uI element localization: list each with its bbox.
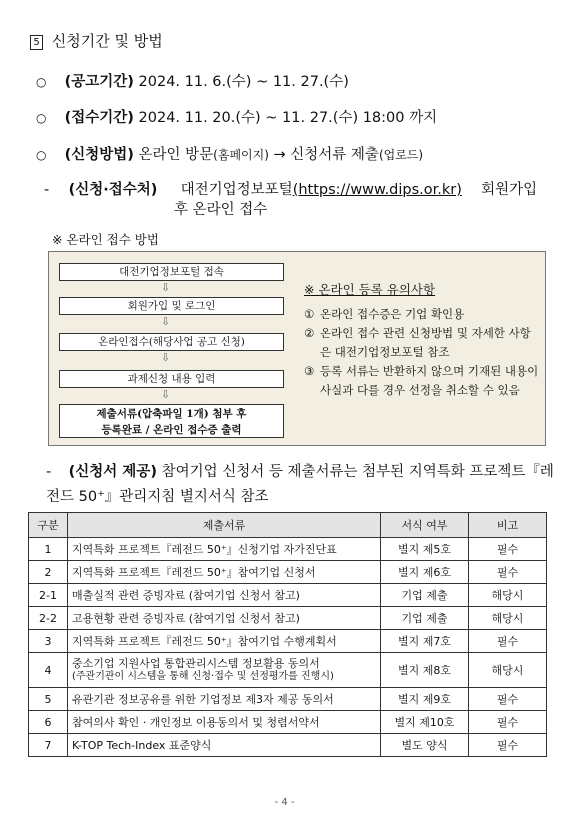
- table-row: [29, 607, 547, 630]
- table-row: [29, 734, 547, 757]
- section-heading: [30, 30, 163, 51]
- row-form: 별지 제9호: [381, 688, 469, 711]
- table-row: [29, 711, 547, 734]
- method-box: [48, 251, 546, 446]
- row-doc: 지역특화 프로젝트『레전드 50⁺』신청기업 자가진단표: [68, 538, 381, 561]
- submission-label: (신청서 제공): [68, 464, 157, 480]
- arrow-down-icon: ⇩: [161, 281, 171, 294]
- row-form: 별지 제8호: [381, 653, 469, 688]
- row-note: 해당시: [469, 584, 547, 607]
- header-category: 구분: [29, 513, 68, 538]
- row-no: 6: [29, 711, 68, 734]
- method-title: ※ 온라인 접수 방법: [52, 232, 159, 247]
- row-doc: 중소기업 지원사업 통합관리시스템 정보활용 동의서: [72, 657, 320, 670]
- row-doc: 참여의사 확인 · 개인정보 이용동의서 및 청렴서약서: [68, 711, 381, 734]
- bullet-application-method: [36, 143, 423, 164]
- bullet-marker: ○: [36, 148, 47, 162]
- row-form: 별지 제10호: [381, 711, 469, 734]
- agency-marker: -: [44, 182, 50, 198]
- row-doc: 고용현황 관련 증빙자료 (참여기업 신청서 참고): [68, 607, 381, 630]
- agency-text: 대전기업정보포털: [180, 182, 293, 198]
- row-note: 해당시: [469, 653, 547, 688]
- table-row: [29, 630, 547, 653]
- arrow-down-icon: ⇩: [161, 388, 171, 401]
- agency-item: [44, 180, 559, 220]
- table-row: [29, 584, 547, 607]
- bullet-announcement-period: [36, 70, 349, 91]
- page-number: - 4 -: [274, 797, 295, 808]
- table-row: [29, 688, 547, 711]
- header-documents: 제출서류: [68, 513, 381, 538]
- row-no: 5: [29, 688, 68, 711]
- step-3: 온라인접수(해당사업 공고 신청): [59, 333, 284, 351]
- table-row: [29, 538, 547, 561]
- submission-marker: -: [46, 464, 52, 480]
- section-title: 신청기간 및 방법: [51, 32, 163, 50]
- bullet-label: (접수기간): [64, 110, 134, 126]
- bullet-text-small-2: (업로드): [378, 148, 424, 162]
- row-doc-cell: [68, 653, 381, 688]
- row-form: 기업 제출: [381, 584, 469, 607]
- bullet-marker: ○: [36, 75, 47, 89]
- row-no: 4: [29, 653, 68, 688]
- bullet-label: (신청방법): [64, 147, 134, 163]
- bullet-text-2: → 신청서류 제출: [268, 147, 379, 163]
- row-note: 필수: [469, 561, 547, 584]
- notice-text: 온라인 접수 관련 신청방법 및 자세한 사항은 대전기업정보포털 참조: [320, 326, 531, 359]
- row-note: 필수: [469, 734, 547, 757]
- notice-item: [304, 324, 540, 362]
- bullet-text: 2024. 11. 6.(수) ~ 11. 27.(수): [138, 74, 349, 90]
- bullet-text: 2024. 11. 20.(수) ~ 11. 27.(수) 18:00 까지: [138, 110, 438, 126]
- row-doc: 지역특화 프로젝트『레전드 50⁺』참여기업 수행계획서: [68, 630, 381, 653]
- step-1: 대전기업정보포털 접속: [59, 263, 284, 281]
- step-5-line1: 제출서류(압축파일 1개) 첨부 후: [96, 408, 247, 420]
- row-no: 1: [29, 538, 68, 561]
- notice-text: 등록 서류는 반환하지 않으며 기재된 내용이 사실과 다를 경우 선정을 취소할 수 있음: [320, 364, 539, 397]
- arrow-down-icon: ⇩: [161, 315, 171, 328]
- row-form: 별지 제6호: [381, 561, 469, 584]
- section-number: 5: [30, 35, 43, 50]
- row-doc: 유관기관 정보공유를 위한 기업정보 제3자 제공 동의서: [68, 688, 381, 711]
- notice-item: [304, 362, 540, 400]
- header-form: 서식 여부: [381, 513, 469, 538]
- bullet-application-period: [36, 106, 437, 127]
- bullet-label: (공고기간): [64, 74, 134, 90]
- agency-link[interactable]: (https://www.dips.or.kr): [292, 182, 462, 198]
- bullet-marker: ○: [36, 111, 47, 125]
- step-5: [59, 404, 284, 438]
- step-4: 과제신청 내용 입력: [59, 370, 284, 388]
- documents-table: [28, 512, 547, 757]
- notice-item: [304, 305, 540, 324]
- row-form: 별지 제7호: [381, 630, 469, 653]
- notice-marker: ③: [304, 364, 315, 378]
- row-doc: K-TOP Tech-Index 표준양식: [68, 734, 381, 757]
- bullet-text-small: (홈페이지): [213, 148, 269, 162]
- row-form: 별도 양식: [381, 734, 469, 757]
- row-note: 필수: [469, 711, 547, 734]
- submission-text: 참여기업 신청서 등 제출서류는 첨부된 지역특화 프로젝트『레전드 50⁺』관리지침 별지서식 참조: [46, 464, 554, 505]
- step-5-line2: 등록완료 / 온라인 접수증 출력: [101, 424, 242, 436]
- row-form: 기업 제출: [381, 607, 469, 630]
- agency-line2: 후 온라인 접수: [174, 202, 268, 218]
- row-no: 7: [29, 734, 68, 757]
- table-row: [29, 653, 547, 688]
- notice-text: 온라인 접수증은 기업 확인용: [320, 307, 465, 321]
- header-note: 비고: [469, 513, 547, 538]
- row-form: 별지 제5호: [381, 538, 469, 561]
- agency-label: (신청·접수처): [68, 182, 158, 198]
- row-note: 필수: [469, 630, 547, 653]
- notice-title: ※ 온라인 등록 유의사항: [304, 282, 436, 297]
- step-2: 회원가입 및 로그인: [59, 297, 284, 315]
- notice-marker: ②: [304, 326, 315, 340]
- table-header-row: [29, 513, 547, 538]
- row-no: 3: [29, 630, 68, 653]
- row-note: 필수: [469, 538, 547, 561]
- row-no: 2-2: [29, 607, 68, 630]
- agency-text-after: 회원가입: [481, 182, 538, 198]
- row-note: 해당시: [469, 607, 547, 630]
- notice-marker: ①: [304, 307, 315, 321]
- row-doc: 매출실적 관련 증빙자료 (참여기업 신청서 참고): [68, 584, 381, 607]
- table-row: [29, 561, 547, 584]
- row-note: 필수: [469, 688, 547, 711]
- notice: [304, 280, 540, 400]
- row-no: 2: [29, 561, 68, 584]
- bullet-text: 온라인 방문: [138, 147, 214, 163]
- submission-item: [46, 460, 556, 510]
- row-no: 2-1: [29, 584, 68, 607]
- arrow-down-icon: ⇩: [161, 351, 171, 364]
- row-doc: 지역특화 프로젝트『레전드 50⁺』참여기업 신청서: [68, 561, 381, 584]
- row-doc-sub: (주관기관이 시스템을 통해 신청·접수 및 선정평가를 진행시): [72, 671, 334, 682]
